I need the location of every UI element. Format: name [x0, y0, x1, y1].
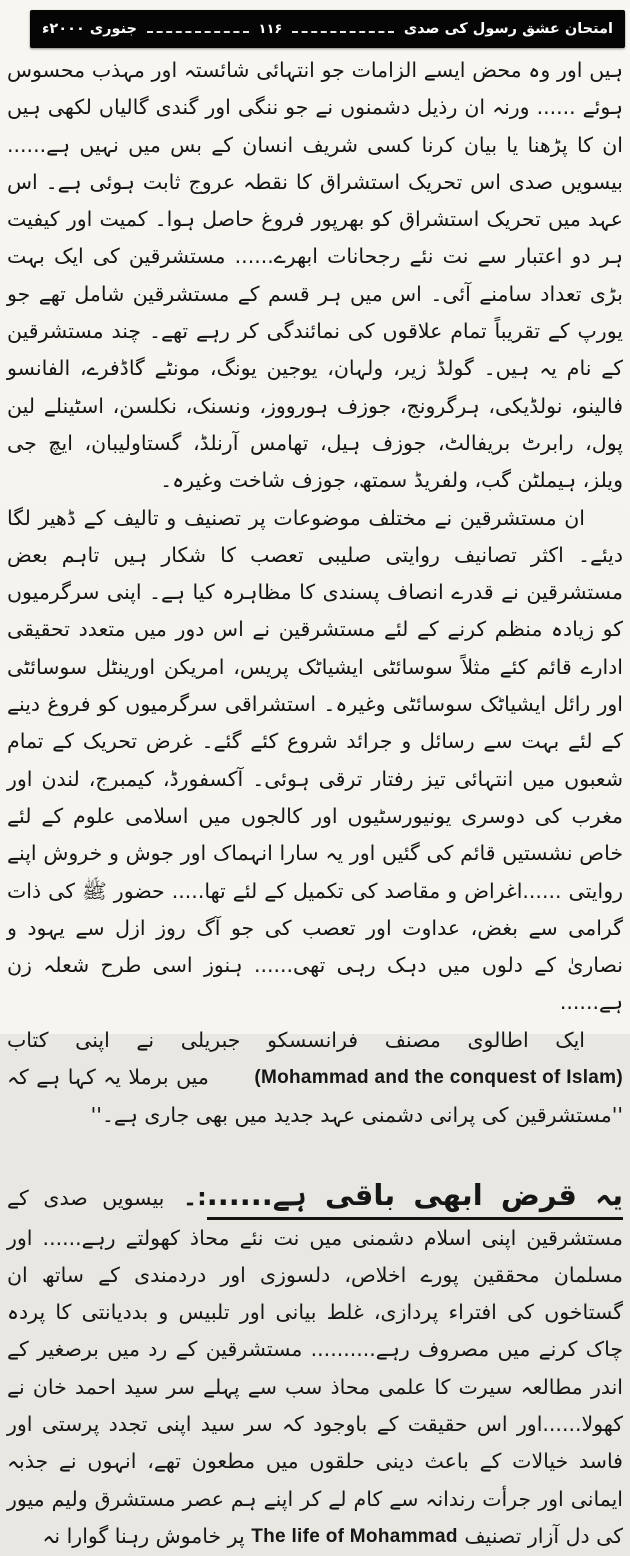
running-header-bar [30, 10, 625, 48]
section-text-before: بیسویں صدی کے مستشرقین اپنی اسلام دشمنی میں نت نئے محاذ کھولتے رہے...... اور مسلمان محققین پورے اخلاص، دلسوزی اور دردمندی کے ساتھ ان گستاخوں کی افتراء پردازی، غلط بیانی اور تلبیس و بددیانتی کا پردہ چاک کرنے میں مصروف رہے.......... مستشرقین کے رد میں برصغیر کے اندر مطالعہ سیرت کا علمی محاذ سب سے پہلے سر سید احمد خان نے کھولا......اور اس حقیقت کے باوجود کہ سر سید اپنی تجدد پرستی اور فاسد خیالات کے باعث دینی حلقوں میں مطعون تھے، انہوں نے جذبہ ایمانی اور جرأت رندانہ سے کام لے کر اپنے ہم عصر مستشرق ولیم میور کی دل آزار تصنیف [7, 1185, 623, 1548]
header-dashed-rule [292, 31, 394, 33]
section-text-after: پر خاموش رہنا گوارا نہ [42, 1523, 245, 1548]
paragraph-orientalist-institutions: ان مستشرقین نے مختلف موضوعات پر تصنیف و تالیف کے ڈھیر لگا دیئے۔ اکثر تصانیف روایتی صلیبی تعصب کا شکار ہیں تاہم بعض مستشرقین نے قدرے انصاف پسندی کا مظاہرہ کیا ہے۔ اپنی سرگرمیوں کو زیادہ منظم کرنے کے لئے مستشرقین نے اس دور میں متعدد تحقیقی ادارے قائم کئے مثلاً سوسائٹی ایشیاٹک پریس، امریکن اورینٹل سوسائٹی اور رائل ایشیاٹک سوسائٹی وغیرہ۔ استشراقی سرگرمیوں کو فروغ دینے کے لئے بہت سے رسائل و جرائد شروع کئے گئے۔ غرض تحریک کے تمام شعبوں میں انتہائی تیز رفتار ترقی ہوئی۔ آکسفورڈ، کیمبرج، لندن اور مغرب کی دوسری یونیورسٹیوں اور کالجوں میں اسلامی علوم کے لئے خاص نشستیں قائم کی گئیں اور یہ سارا انہماک اور جوش و خروش اپنے روایتی ......اغراض و مقاصد کی تکمیل کے لئے تھا..... حضور ﷺ کی ذات گرامی سے بغض، عداوت اور تعصب کی جو آگ روز ازل سے یہود و نصاریٰ کے دلوں میں دہک رہی تھی...... ہنوز اسی طرح شعلہ زن ہے...... [7, 505, 623, 1015]
page-body [7, 52, 623, 1556]
section-heading-separator: :۔ [183, 1182, 207, 1211]
header-dashed-rule [147, 31, 249, 33]
section-debt-still-remains [7, 1174, 623, 1556]
chapter-title: امتحان عشق رسول کی صدی [403, 21, 613, 37]
paragraph-orientalists-abuse: ہیں اور وہ محض ایسے الزامات جو انتہائی شائستہ اور مہذب محسوس ہوئے ...... ورنہ ان رذیل دشمنوں نے جو ننگی اور گندی گالیاں لکھی ہیں ان کا پڑھنا یا بیان کرنا کسی شریف انسان کے بس میں نہیں ہے...... بیسویں صدی اس تحریک استشراق کا نقطہ عروج ثابت ہوئی ہے۔ اس عہد میں تحریک استشراق کو بھرپور فروغ حاصل ہوا۔ کمیت اور کیفیت ہر دو اعتبار سے نت نئے رجحانات ابھرے...... مستشرقین کی ایک بہت بڑی تعداد سامنے آئی۔ اس میں ہر قسم کے مستشرقین شامل تھے جو یورپ کے تقریباً تمام علاقوں کی نمائندگی کر رہے تھے۔ چند مستشرقین کے نام یہ ہیں۔ گولڈ زیر، ولہان، یوجین یونگ، مونٹے گاڈفرے، الفانسو فالینو، نولڈیکی، ہرگرونج، جوزف ہورووز، ونسنک، نکلسن، اسٹینلے لین پول، رابرٹ بریفالٹ، جوزف ہیل، تھامس آرنلڈ، گستاولیبان، ایچ جی ویلز، ہیملٹن گب، ولفریڈ سمتھ، جوزف شاخت وغیرہ۔ [7, 58, 623, 493]
italian-author-text-after: میں برملا یہ کہا ہے کہ ''مستشرقین کی پرانی دشمنی عہد جدید میں بھی جاری ہے۔'' [7, 1065, 623, 1127]
english-book-title-life-of-mohammad: The life of Mohammad [251, 1525, 458, 1547]
italian-author-text-before: ایک اطالوی مصنف فرانسسکو جبریلی نے اپنی کتاب [7, 1027, 585, 1052]
english-book-title-conquest-of-islam: (Mohammad and the conquest of Islam) [254, 1067, 623, 1089]
issue-date: جنوری ۲۰۰۰ء [41, 21, 137, 37]
paragraph-italian-author [7, 1022, 623, 1134]
page-number: ۱۱۶ [258, 21, 283, 37]
section-heading-underlined: یہ قرض ابھی باقی ہے...... [207, 1178, 623, 1220]
